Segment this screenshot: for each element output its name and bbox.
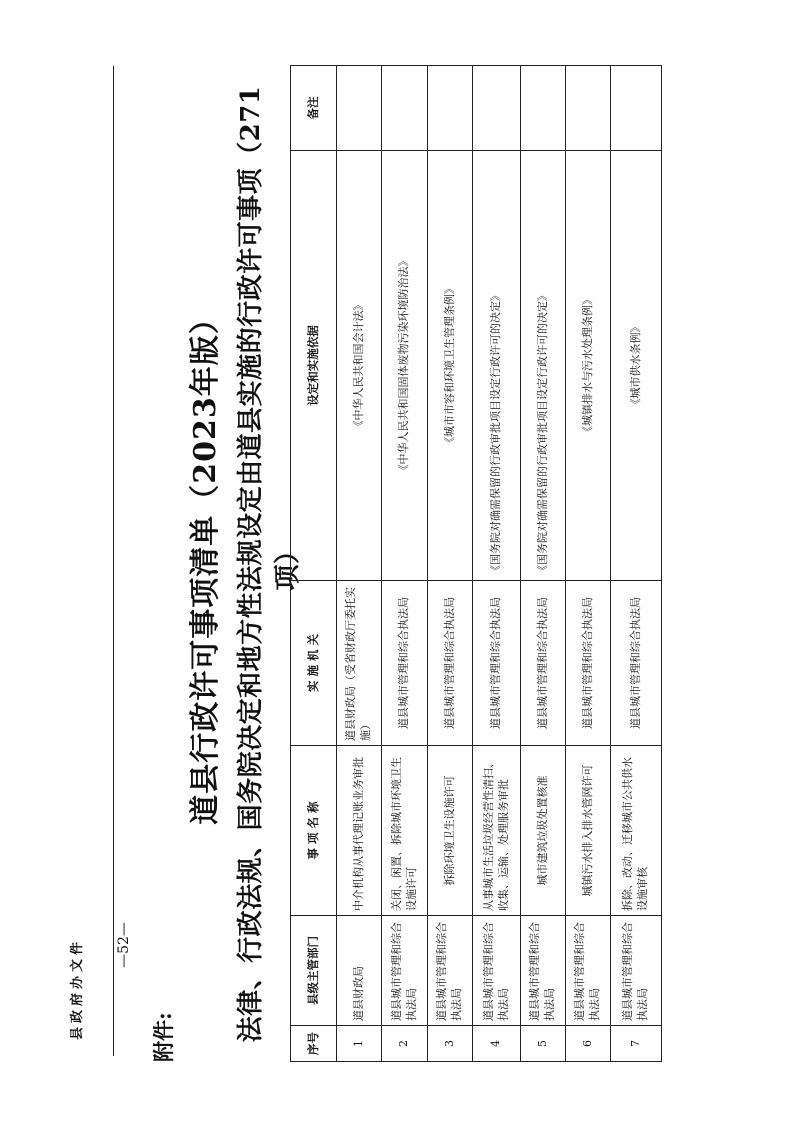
cell-no: 6 bbox=[566, 1026, 611, 1062]
cell-dept: 道县财政局 bbox=[337, 916, 382, 1026]
cell-basis: 《城镇排水与污水处理条例》 bbox=[566, 151, 611, 581]
table-row bbox=[337, 66, 382, 1062]
permit-items-table bbox=[290, 65, 662, 1062]
cell-no: 5 bbox=[521, 1026, 566, 1062]
cell-remark bbox=[473, 66, 521, 151]
cell-dept: 道县城市管理和综合执法局 bbox=[382, 916, 428, 1026]
cell-remark bbox=[428, 66, 473, 151]
table-row bbox=[611, 66, 662, 1062]
cell-item: 从事城市生活垃圾经营性清扫、收集、运输、处理服务审批 bbox=[473, 746, 521, 916]
document-title: 道县行政许可事项清单（2023年版） bbox=[188, 303, 223, 825]
header-remark: 备注 bbox=[291, 66, 337, 151]
header-item: 事 项 名 称 bbox=[291, 746, 337, 916]
header-dept: 县级主管部门 bbox=[291, 916, 337, 1026]
table-row bbox=[473, 66, 521, 1062]
cell-agency: 道县城市管理和综合执法局 bbox=[611, 581, 662, 746]
cell-item: 中介机构从事代理记账业务审批 bbox=[337, 746, 382, 916]
cell-item: 城镇污水排入排水管网许可 bbox=[566, 746, 611, 916]
table-header-row bbox=[291, 66, 337, 1062]
cell-remark bbox=[337, 66, 382, 151]
cell-item: 城市建筑垃圾处置核准 bbox=[521, 746, 566, 916]
cell-agency: 道县城市管理和综合执法局 bbox=[566, 581, 611, 746]
cell-agency: 道县城市管理和综合执法局 bbox=[382, 581, 428, 746]
cell-dept: 道县城市管理和综合执法局 bbox=[566, 916, 611, 1026]
table-row bbox=[382, 66, 428, 1062]
issuing-office-label: 县政府办文件 bbox=[70, 937, 85, 1040]
table-row bbox=[428, 66, 473, 1062]
header-basis: 设定和实施依据 bbox=[291, 151, 337, 581]
cell-item: 拆除环境卫生设施许可 bbox=[428, 746, 473, 916]
cell-item: 关闭、闲置、拆除城市环境卫生设施许可 bbox=[382, 746, 428, 916]
header-no: 序号 bbox=[291, 1026, 337, 1062]
cell-basis: 《国务院对确需保留的行政审批项目设定行政许可的决定》 bbox=[521, 151, 566, 581]
cell-dept: 道县城市管理和综合执法局 bbox=[521, 916, 566, 1026]
cell-agency: 道县财政局（受省财政厅委托实施） bbox=[337, 581, 382, 746]
cell-basis: 《城市市容和环境卫生管理条例》 bbox=[428, 151, 473, 581]
cell-dept: 道县城市管理和综合执法局 bbox=[428, 916, 473, 1026]
cell-item: 拆除、改动、迁移城市公共供水设施审核 bbox=[611, 746, 662, 916]
cell-agency: 道县城市管理和综合执法局 bbox=[428, 581, 473, 746]
cell-no: 2 bbox=[382, 1026, 428, 1062]
rotated-page-content bbox=[148, 66, 663, 1062]
cell-remark bbox=[566, 66, 611, 151]
cell-remark bbox=[611, 66, 662, 151]
cell-dept: 道县城市管理和综合执法局 bbox=[473, 916, 521, 1026]
cell-agency: 道县城市管理和综合执法局 bbox=[473, 581, 521, 746]
table-row bbox=[521, 66, 566, 1062]
cell-basis: 《城市供水条例》 bbox=[611, 151, 662, 581]
cell-no: 3 bbox=[428, 1026, 473, 1062]
cell-basis: 《中华人民共和国固体废物污染环境防治法》 bbox=[382, 151, 428, 581]
cell-basis: 《国务院对确需保留的行政审批项目设定行政许可的决定》 bbox=[473, 151, 521, 581]
cell-dept: 道县城市管理和综合执法局 bbox=[611, 916, 662, 1026]
cell-no: 7 bbox=[611, 1026, 662, 1062]
cell-basis: 《中华人民共和国会计法》 bbox=[337, 151, 382, 581]
page-number: —52— bbox=[116, 922, 132, 968]
cell-agency: 道县城市管理和综合执法局 bbox=[521, 581, 566, 746]
header-agency: 实 施 机 关 bbox=[291, 581, 337, 746]
cell-no: 1 bbox=[337, 1026, 382, 1062]
table-row bbox=[566, 66, 611, 1062]
document-subtitle: 法律、行政法规、国务院决定和地方性法规设定由道县实施的行政许可事项（271项） bbox=[236, 85, 303, 1043]
cell-no: 4 bbox=[473, 1026, 521, 1062]
cell-remark bbox=[382, 66, 428, 151]
cell-remark bbox=[521, 66, 566, 151]
header-rule bbox=[113, 66, 114, 1056]
attachment-label: 附件: bbox=[151, 1012, 176, 1062]
